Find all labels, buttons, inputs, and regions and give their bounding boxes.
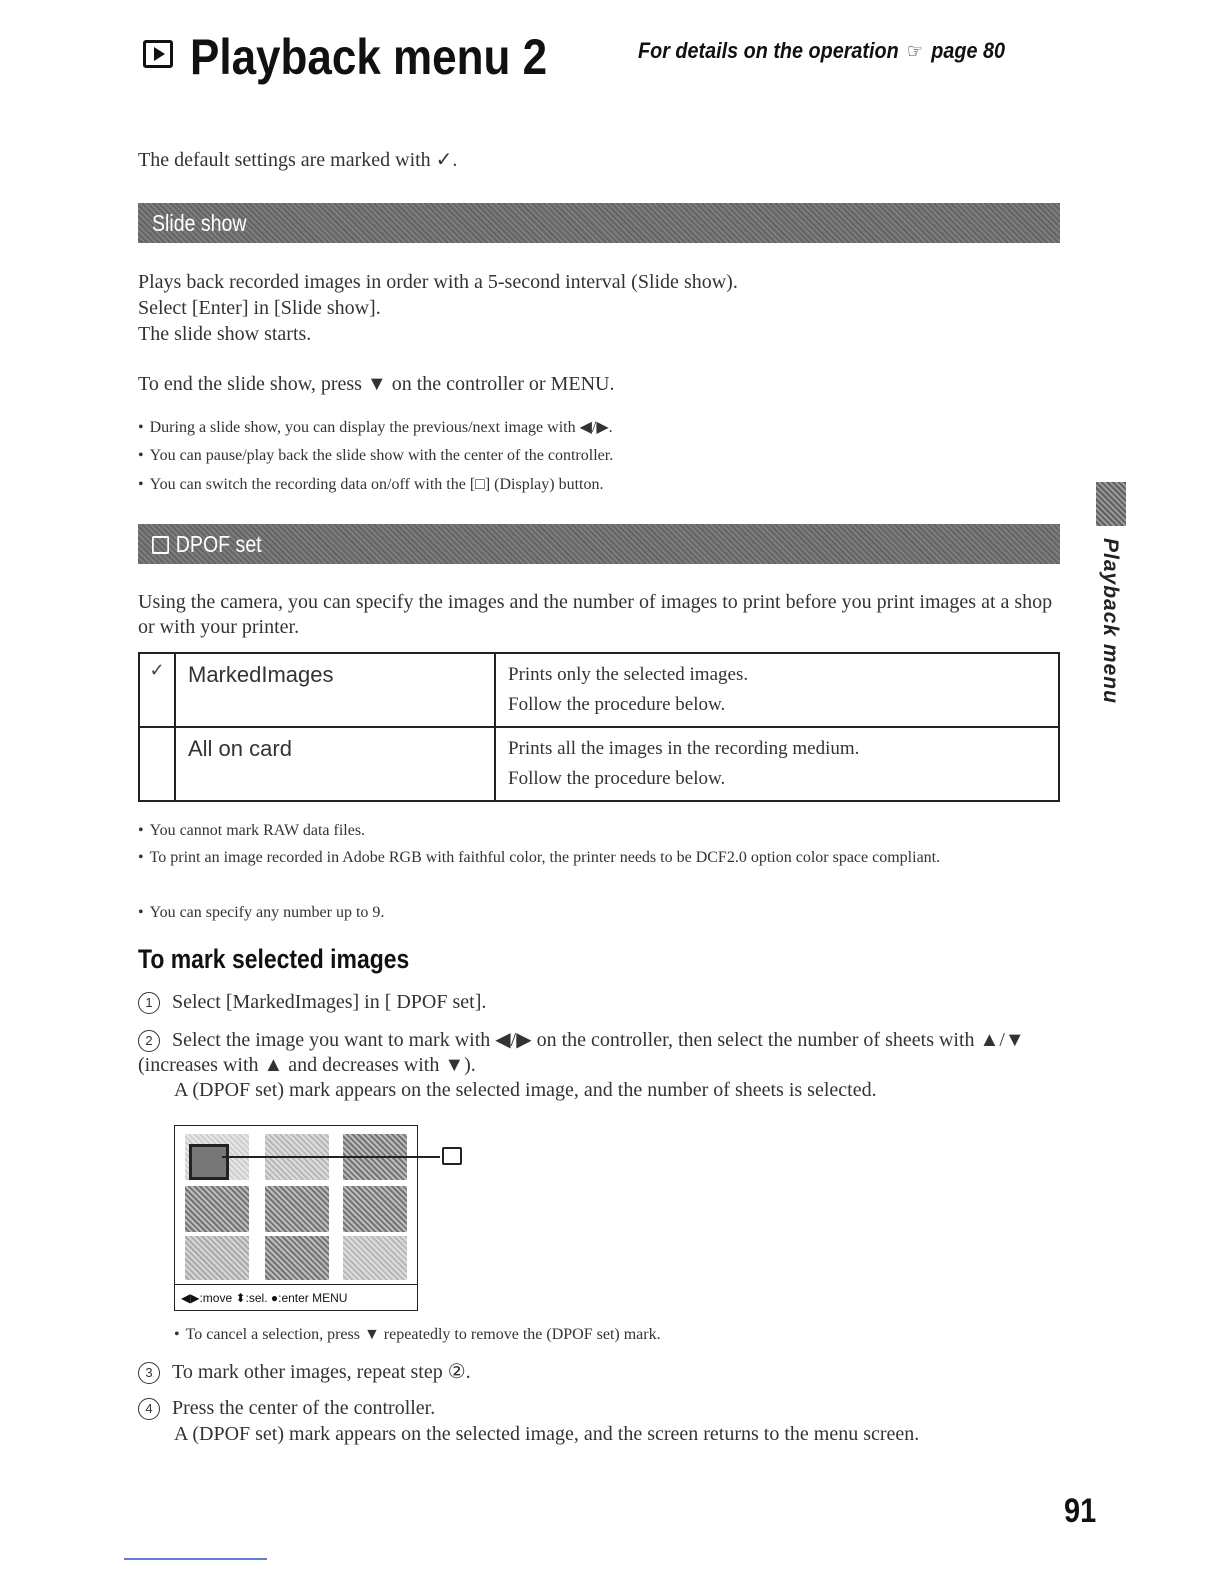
note-item: • You can switch the recording data on/off with the [□] (Display) button. bbox=[138, 472, 603, 498]
selected-image-frame bbox=[189, 1144, 229, 1180]
step: 4 Press the center of the controller. bbox=[138, 1396, 435, 1421]
option-description: Prints all the images in the recording medium. bbox=[508, 738, 860, 759]
table-row bbox=[139, 653, 1059, 727]
step-number: 1 bbox=[138, 992, 160, 1014]
thumbnail bbox=[265, 1236, 329, 1280]
page-title: Playback menu 2 bbox=[190, 29, 548, 85]
step-result: A (DPOF set) mark appears on the selected image, and the screen returns to the menu screen. bbox=[174, 1423, 920, 1445]
default-mark: ✓ bbox=[139, 653, 175, 727]
side-tab-marker bbox=[1096, 482, 1126, 526]
note-item: • You can pause/play back the slide show with the center of the controller. bbox=[138, 443, 613, 469]
step-result: A (DPOF set) mark appears on the selected image, and the number of sheets is selected. bbox=[174, 1079, 877, 1101]
note-item: • During a slide show, you can display the previous/next image with ◀/▶. bbox=[138, 415, 613, 441]
table-row bbox=[139, 727, 1059, 801]
option-name: All on card bbox=[175, 727, 495, 801]
default-mark bbox=[139, 727, 175, 801]
pointing-hand-icon: ☞ bbox=[906, 41, 924, 63]
slide-show-line: The slide show starts. bbox=[138, 323, 312, 345]
step-number: 4 bbox=[138, 1398, 160, 1420]
thumbnail bbox=[343, 1236, 407, 1280]
option-description: Prints only the selected images. bbox=[508, 664, 749, 685]
intro-text: The default settings are marked with ✓. bbox=[138, 149, 458, 171]
screen-guide-bar: ◀▶:move ⬍:sel. ●:enter MENU bbox=[175, 1284, 417, 1310]
playback-icon bbox=[143, 40, 173, 68]
slide-show-line: Select [Enter] in [Slide show]. bbox=[138, 297, 381, 319]
dpof-options-table bbox=[138, 652, 1060, 802]
procedure-heading: To mark selected images bbox=[138, 944, 410, 974]
step-number: 3 bbox=[138, 1362, 160, 1384]
thumbnail bbox=[265, 1186, 329, 1232]
section-bar-dpof-set bbox=[138, 524, 1060, 564]
page-reference: For details on the operation ☞ page 80 bbox=[638, 38, 1006, 63]
section-bar-slide-show bbox=[138, 203, 1060, 243]
print-icon bbox=[152, 536, 169, 554]
note-item: • You can specify any number up to 9. bbox=[138, 900, 384, 926]
option-description: Follow the procedure below. bbox=[508, 768, 726, 789]
page-number: 91 bbox=[1064, 1492, 1097, 1530]
camera-screen-image bbox=[174, 1125, 418, 1311]
callout-line bbox=[222, 1156, 440, 1158]
thumbnail bbox=[185, 1186, 249, 1232]
note-item: • To cancel a selection, press ▼ repeatedly to remove the (DPOF set) mark. bbox=[174, 1322, 661, 1348]
note-item: • You cannot mark RAW data files. bbox=[138, 818, 365, 844]
slide-show-end-line: To end the slide show, press ▼ on the controller or MENU. bbox=[138, 373, 615, 395]
section-heading: DPOF set bbox=[175, 531, 262, 557]
thumbnail bbox=[343, 1186, 407, 1232]
section-heading: Slide show bbox=[152, 210, 247, 236]
option-description: Follow the procedure below. bbox=[508, 694, 726, 715]
step-number: 2 bbox=[138, 1030, 160, 1052]
option-name: MarkedImages bbox=[175, 653, 495, 727]
side-tab-label: Playback menu bbox=[1099, 538, 1122, 704]
print-icon bbox=[442, 1147, 462, 1165]
footer-divider bbox=[124, 1558, 267, 1560]
step: 1 Select [MarkedImages] in [ DPOF set]. bbox=[138, 990, 486, 1015]
slide-show-line: Plays back recorded images in order with a 5-second interval (Slide show). bbox=[138, 271, 738, 293]
note-item: • To print an image recorded in Adobe RGB with faithful color, the printer needs to be DCF2.0 option color space compliant. bbox=[138, 846, 1063, 870]
thumbnail bbox=[185, 1236, 249, 1280]
step: 2 Select the image you want to mark with ◀/▶ on the controller, then select the number of sheets with ▲/▼ (increases with ▲ and decreases with ▼). bbox=[138, 1029, 1025, 1076]
dpof-intro: Using the camera, you can specify the images and the number of images to print before you print images at a shop or with your printer. bbox=[138, 591, 1053, 638]
step: 3 To mark other images, repeat step ②. bbox=[138, 1360, 471, 1385]
